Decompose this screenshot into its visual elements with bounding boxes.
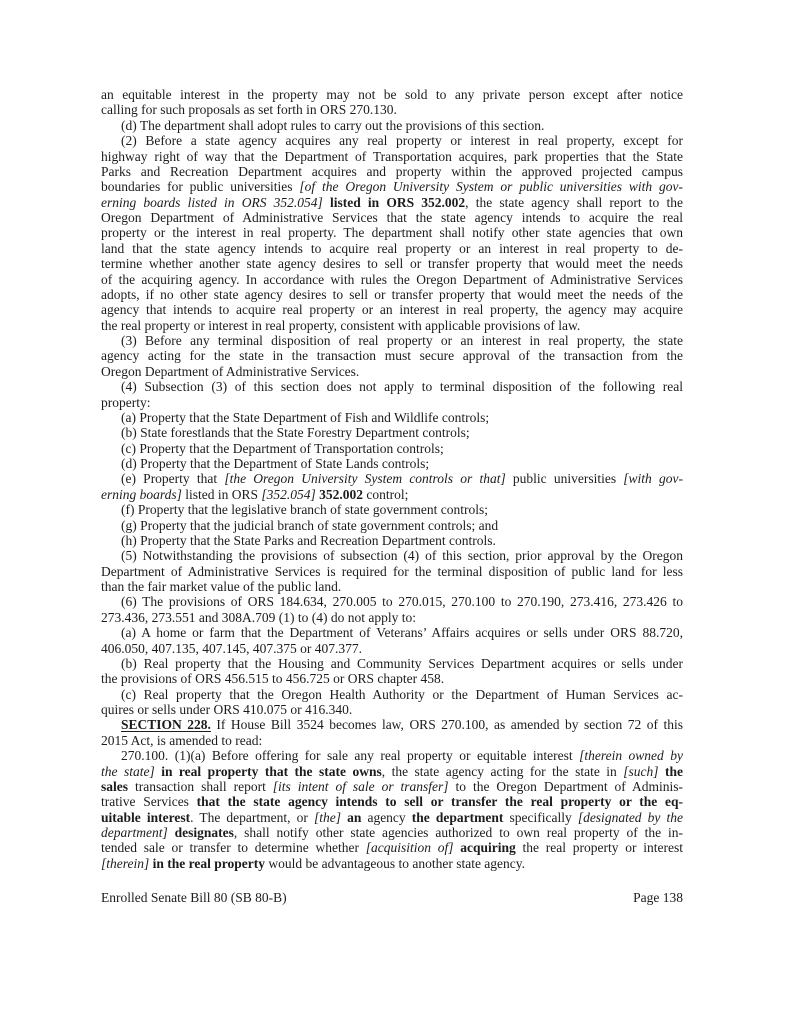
- text-run: trative Services: [101, 794, 197, 810]
- text-run: 270.100. (1)(a) Before offering for sale any real property or equitable interest: [121, 748, 580, 764]
- text-run: [of the Oregon University System or public universities with gov-: [299, 179, 683, 195]
- text-run: , shall notify other state agencies authorized to own real property of the in-: [233, 825, 683, 840]
- text-run: the provisions of ORS 456.515 to 456.725 or ORS chapter 458.: [101, 671, 445, 687]
- text-run: that the state agency intends to sell or transfer the real property or the eq-: [196, 794, 684, 810]
- text-line: [101, 810, 683, 825]
- text-line: [101, 487, 683, 502]
- text-run: (b) Real property that the Housing and Community Services Department acquires or sells under: [121, 655, 683, 671]
- text-run: to the Oregon Department of Adminis-: [448, 778, 683, 794]
- text-run: erning boards]: [101, 486, 182, 502]
- text-line: [101, 748, 683, 763]
- text-line: [101, 241, 683, 256]
- text-run: tended sale or transfer to determine whether: [101, 840, 366, 856]
- text-line: [101, 733, 683, 748]
- text-line: [101, 579, 683, 594]
- text-line: [101, 687, 683, 702]
- text-run: quires or sells under ORS 410.075 or 416.340.: [101, 702, 353, 717]
- text-run: 352.002: [319, 486, 364, 502]
- text-run: 273.436, 273.551 and 308A.709 (1) to (4) do not apply to:: [101, 609, 416, 625]
- text-line: [101, 425, 683, 440]
- text-line: [101, 840, 683, 855]
- text-run: an equitable interest in the property may not be sold to any private person except after notice: [101, 87, 683, 102]
- text-run: property:: [101, 394, 151, 410]
- text-run: (a) Property that the State Department of Fish and Wildlife controls;: [121, 409, 490, 425]
- text-line: [101, 456, 683, 471]
- text-line: [101, 272, 683, 287]
- text-run: (h) Property that the State Parks and Recreation Department controls.: [121, 532, 496, 548]
- text-run: would be advantageous to another state agency.: [265, 855, 526, 871]
- text-run: (c) Real property that the Oregon Health Authority or the Department of Human Services ac-: [121, 686, 683, 702]
- paragraph-ors-270-100: [101, 748, 683, 871]
- text-run: (f) Property that the legislative branch of state government controls;: [121, 502, 489, 518]
- text-run: erning boards listed in ORS 352.054]: [101, 194, 330, 210]
- text-run: Department of Administrative Services is required for the terminal disposition of public land for less: [101, 563, 683, 579]
- text-run: , the state agency shall report to the: [465, 194, 683, 210]
- text-line: [101, 164, 683, 179]
- text-line: [101, 641, 683, 656]
- paragraph-item-4c: [101, 441, 683, 456]
- text-run: [designated by the: [577, 809, 683, 825]
- text-line: [101, 471, 683, 486]
- text-run: the real property or interest in real property, consistent with applicable provisions of law.: [101, 317, 581, 333]
- document-body: [101, 87, 683, 871]
- text-line: [101, 594, 683, 609]
- text-line: [101, 118, 683, 133]
- text-run: (e) Property that: [121, 471, 225, 487]
- paragraph-subsection-3: [101, 333, 683, 379]
- text-line: [101, 610, 683, 625]
- text-run: (2) Before a state agency acquires any real property or interest in real property, except for: [121, 133, 683, 149]
- text-line: [101, 149, 683, 164]
- text-run: (4) Subsection (3) of this section does not apply to terminal disposition of the following real: [121, 379, 683, 395]
- paragraph-item-4f: [101, 502, 683, 517]
- text-run: than the fair market value of the public land.: [101, 579, 342, 594]
- text-run: 406.050, 407.135, 407.145, 407.375 or 407.377.: [101, 640, 362, 656]
- text-run: Oregon Department of Administrative Services.: [101, 363, 360, 379]
- text-run: If House Bill 3524 becomes law, ORS 270.100, as amended by section 72 of this: [210, 717, 683, 733]
- text-run: agency: [361, 809, 412, 825]
- text-line: [101, 256, 683, 271]
- paragraph-section-228: [101, 717, 683, 748]
- text-run: designates: [174, 825, 234, 840]
- text-line: [101, 318, 683, 333]
- text-run: Parks and Recreation Department acquires and property within the approved projected campus: [101, 163, 683, 179]
- text-run: , the state agency acting for the state in: [381, 763, 624, 779]
- text-line: [101, 102, 683, 117]
- paragraph-item-4b: [101, 425, 683, 440]
- text-run: (d) The department shall adopt rules to carry out the provisions of this section.: [121, 117, 545, 133]
- text-line: [101, 518, 683, 533]
- text-run: [352.054]: [261, 486, 320, 502]
- footer-bill-title: Enrolled Senate Bill 80 (SB 80-B): [101, 890, 287, 905]
- text-run: the real property or interest: [515, 840, 683, 856]
- text-line: [101, 210, 683, 225]
- text-run: (c) Property that the Department of Transportation controls;: [121, 440, 444, 456]
- text-line: [101, 825, 683, 840]
- text-run: . The department, or: [190, 809, 314, 825]
- text-run: an: [347, 809, 362, 825]
- text-run: (g) Property that the judicial branch of state government controls; and: [121, 517, 499, 533]
- text-line: [101, 379, 683, 394]
- text-line: [101, 364, 683, 379]
- text-line: [101, 625, 683, 640]
- text-line: [101, 195, 683, 210]
- text-run: in real property that the state owns: [161, 763, 382, 779]
- text-run: acquiring: [460, 840, 516, 856]
- text-line: [101, 225, 683, 240]
- text-line: [101, 441, 683, 456]
- text-line: [101, 794, 683, 809]
- text-line: [101, 395, 683, 410]
- paragraph-item-6b: [101, 656, 683, 687]
- text-run: agency that intends to acquire real property or an interest in real property, the agency may acquire: [101, 302, 683, 318]
- paragraph-item-4g: [101, 518, 683, 533]
- text-line: [101, 702, 683, 717]
- footer: [101, 890, 683, 905]
- text-run: highway right of way that the Department of Transportation acquires, park properties that the State: [101, 148, 683, 164]
- text-run: (b) State forestlands that the State Forestry Department controls;: [121, 425, 470, 441]
- text-run: [its intent of sale or transfer]: [272, 778, 449, 794]
- text-run: calling for such proposals as set forth in ORS 270.130.: [101, 102, 397, 118]
- text-line: [101, 656, 683, 671]
- text-line: [101, 779, 683, 794]
- paragraph-item-4e: [101, 471, 683, 502]
- text-line: [101, 410, 683, 425]
- paragraph-item-4d: [101, 456, 683, 471]
- text-line: [101, 348, 683, 363]
- text-run: agency acting for the state in the transaction must secure approval of the transaction from the: [101, 348, 683, 364]
- text-run: termine whether another state agency desires to sell or transfer property that would meet the needs: [101, 256, 683, 272]
- paragraph-subsection-6: [101, 594, 683, 625]
- text-line: [101, 287, 683, 302]
- text-run: listed in ORS: [181, 486, 262, 502]
- paragraph-subsection-4: [101, 379, 683, 410]
- text-run: boundaries for public universities: [101, 179, 300, 195]
- text-run: [such]: [623, 763, 665, 779]
- text-line: [101, 333, 683, 348]
- paragraph-continuation: [101, 87, 683, 118]
- text-line: [101, 671, 683, 686]
- text-line: [101, 856, 683, 871]
- paragraph-item-4a: [101, 410, 683, 425]
- text-run: in the real property: [152, 855, 265, 871]
- text-run: (d) Property that the Department of State Lands controls;: [121, 456, 430, 471]
- text-run: public universities: [505, 471, 624, 487]
- text-run: land that the state agency intends to acquire real property or an interest in real property to de-: [101, 240, 683, 256]
- text-run: uitable interest: [101, 809, 191, 825]
- text-line: [101, 764, 683, 779]
- paragraph-item-4h: [101, 533, 683, 548]
- text-run: (a) A home or farm that the Department of Veterans’ Affairs acquires or sells under ORS 88.720,: [121, 625, 683, 641]
- text-run: Oregon Department of Administrative Services that the state agency intends to acquire the real: [101, 210, 683, 225]
- footer-page-number: Page 138: [633, 890, 683, 905]
- text-run: (5) Notwithstanding the provisions of subsection (4) of this section, prior approval by the Oregon: [121, 548, 683, 564]
- text-run: 2015 Act, is amended to read:: [101, 732, 263, 748]
- text-run: specifically: [503, 809, 578, 825]
- paragraph-item-6a: [101, 625, 683, 656]
- text-line: [101, 133, 683, 148]
- paragraph-subsection-d: [101, 118, 683, 133]
- text-run: [acquisition of]: [365, 840, 461, 856]
- text-run: (6) The provisions of ORS 184.634, 270.005 to 270.015, 270.100 to 270.190, 273.416, 273.426 to: [121, 594, 683, 610]
- text-line: [101, 564, 683, 579]
- text-run: control;: [363, 486, 409, 502]
- text-line: [101, 533, 683, 548]
- text-line: [101, 302, 683, 317]
- text-run: [with gov-: [623, 471, 683, 487]
- text-run: sales: [101, 778, 128, 794]
- text-run: property or the interest in real property. The department shall notify other state agencies that own: [101, 225, 683, 241]
- text-run: of the acquiring agency. In accordance with rules the Oregon Department of Administrative Services: [101, 271, 683, 287]
- text-run: transaction shall report: [128, 778, 273, 794]
- text-line: [101, 502, 683, 517]
- text-run: the: [665, 763, 683, 779]
- text-run: [the Oregon University System controls or that]: [224, 471, 506, 487]
- text-line: [101, 179, 683, 194]
- text-run: department]: [101, 825, 175, 840]
- text-line: [101, 548, 683, 563]
- text-run: the state]: [101, 763, 162, 779]
- text-run: listed in ORS 352.002: [329, 194, 466, 210]
- text-run: the department: [411, 809, 504, 825]
- text-line: [101, 87, 683, 102]
- paragraph-item-6c: [101, 687, 683, 718]
- text-run: (3) Before any terminal disposition of real property or an interest in real property, the state: [121, 333, 683, 348]
- text-run: [therein]: [101, 855, 153, 871]
- text-run: [therein owned by: [579, 748, 683, 764]
- text-line: [101, 717, 683, 732]
- paragraph-subsection-2: [101, 133, 683, 333]
- text-run: SECTION 228.: [121, 717, 211, 733]
- paragraph-subsection-5: [101, 548, 683, 594]
- text-run: [the]: [313, 809, 348, 825]
- text-run: adopts, if no other state agency desires to sell or transfer property that would meet the needs of the: [101, 286, 683, 302]
